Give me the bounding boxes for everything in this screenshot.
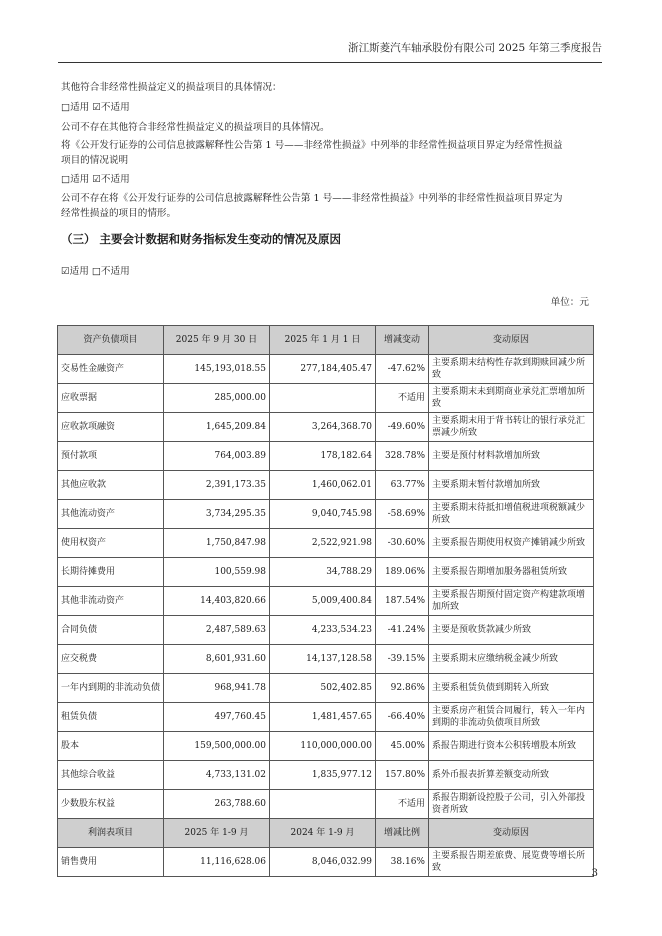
item-cell: 租赁负债 — [58, 703, 164, 732]
item-cell: 其他综合收益 — [58, 761, 164, 790]
item-cell: 应交税费 — [58, 645, 164, 674]
amount-cell: 14,137,128.58 — [270, 645, 376, 674]
reason-cell: 主要系报告期预付固定资产构建款项增加所致 — [429, 587, 594, 616]
item-cell: 预付款项 — [58, 442, 164, 471]
amount-cell: 277,184,405.47 — [270, 355, 376, 384]
change-cell: -39.15% — [376, 645, 429, 674]
table-row — [58, 355, 594, 384]
reason-cell: 主要系报告期增加服务器租赁所致 — [429, 558, 594, 587]
reason-cell: 主要系期末应缴纳税金减少所致 — [429, 645, 594, 674]
change-cell: 63.77% — [376, 471, 429, 500]
reason-cell: 系报告期新设控股子公司，引入外部投资者所致 — [429, 790, 594, 819]
change-cell: 38.16% — [376, 848, 429, 877]
item-cell: 长期待摊费用 — [58, 558, 164, 587]
amount-cell: 1,750,847.98 — [164, 529, 270, 558]
amount-cell: 497,760.45 — [164, 703, 270, 732]
table-row — [58, 442, 594, 471]
table-row — [58, 645, 594, 674]
item-cell: 一年内到期的非流动负债 — [58, 674, 164, 703]
applicable-option-1: □适用 ☑不适用 — [61, 102, 130, 113]
applicable-option-2: □适用 ☑不适用 — [61, 174, 130, 185]
reason-cell: 主要是预付材料款增加所致 — [429, 442, 594, 471]
amount-cell: 14,403,820.66 — [164, 587, 270, 616]
reason-cell: 主要系租赁负债到期转入所致 — [429, 674, 594, 703]
amount-cell: 100,559.98 — [164, 558, 270, 587]
item-cell: 少数股东权益 — [58, 790, 164, 819]
amount-cell: 4,233,534.23 — [270, 616, 376, 645]
change-cell: 328.78% — [376, 442, 429, 471]
paragraph-other-items: 其他符合非经常性损益定义的损益项目的具体情况： — [61, 82, 282, 93]
income-statement-header-row — [58, 819, 594, 848]
header-cell: 2025 年 1-9 月 — [164, 819, 270, 848]
paragraph-classification-line-2: 项目的情况说明 — [61, 155, 129, 166]
amount-cell: 159,500,000.00 — [164, 732, 270, 761]
item-cell: 交易性金融资产 — [58, 355, 164, 384]
change-cell: -41.24% — [376, 616, 429, 645]
change-cell: 92.86% — [376, 674, 429, 703]
change-cell: -47.62% — [376, 355, 429, 384]
item-cell: 股本 — [58, 732, 164, 761]
header-cell: 2025 年 9 月 30 日 — [164, 326, 270, 355]
balance-sheet-header-row — [58, 326, 594, 355]
amount-cell: 1,481,457.65 — [270, 703, 376, 732]
reason-cell: 主要系期末暂付款增加所致 — [429, 471, 594, 500]
amount-cell: 8,046,032.99 — [270, 848, 376, 877]
table-row — [58, 558, 594, 587]
table-row — [58, 500, 594, 529]
amount-cell: 4,733,131.02 — [164, 761, 270, 790]
change-cell: 189.06% — [376, 558, 429, 587]
reason-cell: 系报告期进行资本公积转增股本所致 — [429, 732, 594, 761]
table-row — [58, 790, 594, 819]
header-cell: 2025 年 1 月 1 日 — [270, 326, 376, 355]
applicable-option-3: ☑适用 □不适用 — [61, 266, 130, 277]
item-cell: 使用权资产 — [58, 529, 164, 558]
section-title: （三） 主要会计数据和财务指标发生变动的情况及原因 — [61, 232, 342, 246]
financial-changes-table — [57, 325, 594, 877]
table-row — [58, 616, 594, 645]
amount-cell: 2,522,921.98 — [270, 529, 376, 558]
reason-cell: 主要系期末用于背书转让的银行承兑汇票减少所致 — [429, 413, 594, 442]
item-cell: 应收款项融资 — [58, 413, 164, 442]
table-row — [58, 848, 594, 877]
reason-cell: 主要系期末待抵扣增值税进项税额减少所致 — [429, 500, 594, 529]
reason-cell: 主要系报告期差旅费、展览费等增长所致 — [429, 848, 594, 877]
amount-cell: 502,402.85 — [270, 674, 376, 703]
amount-cell — [270, 790, 376, 819]
amount-cell: 3,264,368.70 — [270, 413, 376, 442]
reason-cell: 主要系报告期使用权资产摊销减少所致 — [429, 529, 594, 558]
change-cell: -49.60% — [376, 413, 429, 442]
change-cell: 187.54% — [376, 587, 429, 616]
amount-cell: 968,941.78 — [164, 674, 270, 703]
header-cell: 2024 年 1-9 月 — [270, 819, 376, 848]
amount-cell: 764,003.89 — [164, 442, 270, 471]
table-row — [58, 761, 594, 790]
item-cell: 其他非流动资产 — [58, 587, 164, 616]
change-cell: -58.69% — [376, 500, 429, 529]
table-row — [58, 384, 594, 413]
item-cell: 其他应收款 — [58, 471, 164, 500]
paragraph-classification-line-1: 将《公开发行证券的公司信息披露解释性公告第 1 号——非经常性损益》中列举的非经常性损益项目界定为经常性损益 — [61, 140, 563, 151]
reason-cell: 主要系房产租赁合同履行，转入一年内到期的非流动负债项目所致 — [429, 703, 594, 732]
amount-cell: 145,193,018.55 — [164, 355, 270, 384]
reason-cell: 主要系期末结构性存款到期赎回减少所致 — [429, 355, 594, 384]
amount-cell: 2,487,589.63 — [164, 616, 270, 645]
paragraph-no-classification-line-1: 公司不存在将《公开发行证券的公司信息披露解释性公告第 1 号——非经常性损益》中列举的非经常性损益项目界定为 — [61, 193, 563, 204]
header-cell: 增减比例 — [376, 819, 429, 848]
change-cell: 不适用 — [376, 384, 429, 413]
item-cell: 合同负债 — [58, 616, 164, 645]
amount-cell: 8,601,931.60 — [164, 645, 270, 674]
amount-cell: 34,788.29 — [270, 558, 376, 587]
page-header — [58, 38, 602, 63]
paragraph-no-other-items: 公司不存在其他符合非经常性损益定义的损益项目的具体情况。 — [61, 122, 330, 133]
amount-cell: 9,040,745.98 — [270, 500, 376, 529]
header-cell: 变动原因 — [429, 326, 594, 355]
item-cell: 应收票据 — [58, 384, 164, 413]
table-row — [58, 587, 594, 616]
item-cell: 其他流动资产 — [58, 500, 164, 529]
unit-label: 单位：元 — [550, 297, 589, 308]
amount-cell: 11,116,628.06 — [164, 848, 270, 877]
amount-cell: 1,835,977.12 — [270, 761, 376, 790]
change-cell: -30.60% — [376, 529, 429, 558]
header-cell: 增减变动 — [376, 326, 429, 355]
table-row — [58, 529, 594, 558]
table-row — [58, 674, 594, 703]
amount-cell: 3,734,295.35 — [164, 500, 270, 529]
table-row — [58, 471, 594, 500]
item-cell: 销售费用 — [58, 848, 164, 877]
amount-cell: 178,182.64 — [270, 442, 376, 471]
header-cell: 变动原因 — [429, 819, 594, 848]
change-cell: 不适用 — [376, 790, 429, 819]
table-row — [58, 732, 594, 761]
change-cell: 157.80% — [376, 761, 429, 790]
table-row — [58, 703, 594, 732]
reason-cell: 主要系期末未到期商业承兑汇票增加所致 — [429, 384, 594, 413]
page-number: 3 — [591, 868, 598, 879]
amount-cell: 110,000,000.00 — [270, 732, 376, 761]
table-row — [58, 413, 594, 442]
amount-cell: 5,009,400.84 — [270, 587, 376, 616]
change-cell: 45.00% — [376, 732, 429, 761]
reason-cell: 主要是预收货款减少所致 — [429, 616, 594, 645]
paragraph-no-classification-line-2: 经常性损益的项目的情形。 — [61, 208, 177, 219]
amount-cell: 263,788.60 — [164, 790, 270, 819]
change-cell: -66.40% — [376, 703, 429, 732]
amount-cell: 1,460,062.01 — [270, 471, 376, 500]
header-cell: 利润表项目 — [58, 819, 164, 848]
header-title: 浙江斯菱汽车轴承股份有限公司 2025 年第三季度报告 — [348, 42, 602, 54]
amount-cell: 1,645,209.84 — [164, 413, 270, 442]
amount-cell — [270, 384, 376, 413]
amount-cell: 285,000.00 — [164, 384, 270, 413]
amount-cell: 2,391,173.35 — [164, 471, 270, 500]
reason-cell: 系外币报表折算差额变动所致 — [429, 761, 594, 790]
header-cell: 资产负债项目 — [58, 326, 164, 355]
